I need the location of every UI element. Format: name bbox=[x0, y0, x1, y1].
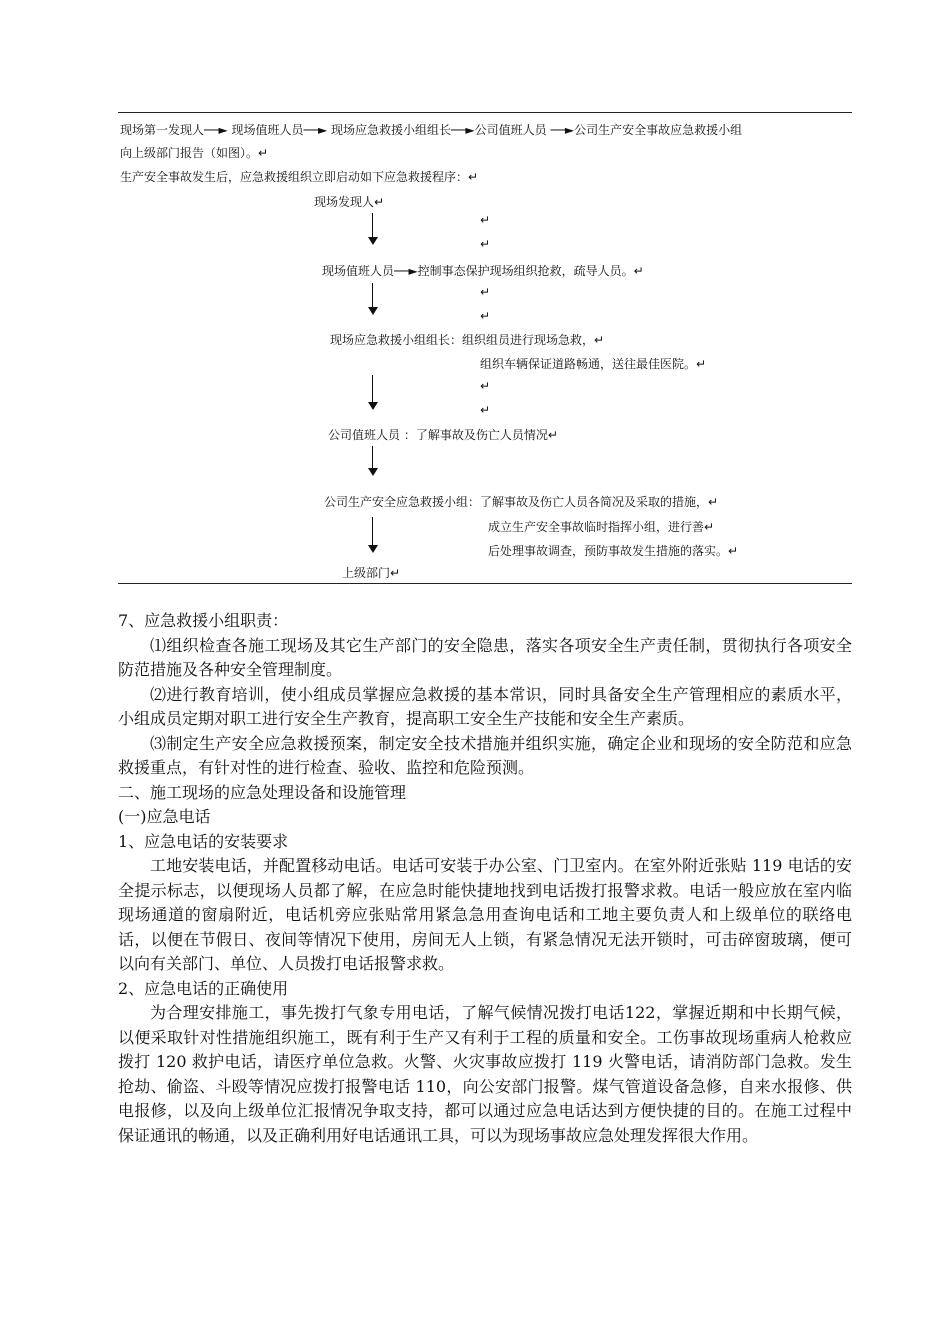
flow-arrow-line bbox=[372, 375, 373, 403]
flow-node-rescue-leader: 现场应急救援小组组长：组织组员进行现场急救，↵ bbox=[330, 333, 605, 347]
flow-arrow-head bbox=[368, 307, 378, 315]
flow-summary-line-2: 向上级部门报告（如图）。↵ bbox=[120, 146, 269, 160]
flow-arrow-line bbox=[372, 517, 373, 547]
flow-intro-line: 生产安全事故发生后，应急救援组织立即启动如下应急救援程序：↵ bbox=[120, 170, 479, 184]
flow-arrow-head bbox=[368, 402, 378, 410]
section-heading-7: 7、应急救援小组职责： bbox=[118, 611, 289, 630]
flow-arrow-head bbox=[368, 468, 378, 476]
duty-paragraph-1: ⑴组织检查各施工现场及其它生产部门的安全隐患，落实各项安全生产责任制，贯彻执行各项安全防范措施及各种安全管理制度。 bbox=[118, 635, 852, 679]
return-mark: ↵ bbox=[480, 237, 491, 251]
emergency-procedure-flowchart bbox=[118, 112, 852, 584]
flow-node-rescue-leader-detail: 组织车辆保证道路畅通，送往最佳医院。↵ bbox=[480, 357, 707, 371]
flow-arrow-head bbox=[368, 545, 378, 553]
return-mark: ↵ bbox=[480, 213, 491, 227]
flow-node-company-rescue-detail-2: 后处理事故调查，预防事故发生措施的落实。↵ bbox=[488, 544, 739, 558]
flow-node-duty-staff: 现场值班人员──►控制事态保护现场组织抢救，疏导人员。↵ bbox=[322, 264, 644, 278]
flow-node-superior-dept: 上级部门↵ bbox=[342, 566, 401, 580]
duty-paragraph-3: ⑶制定生产安全应急救援预案，制定安全技术措施并组织实施，确定企业和现场的安全防范和应急救援重点，有针对性的进行检查、验收、监控和危险预测。 bbox=[118, 733, 852, 777]
flow-node-company-rescue-team: 公司生产安全应急救援小组：了解事故及伤亡人员各简况及采取的措施，↵ bbox=[324, 495, 719, 509]
return-mark: ↵ bbox=[480, 285, 491, 299]
return-mark: ↵ bbox=[480, 379, 491, 393]
flow-summary-line: 现场第一发现人──► 现场值班人员──► 现场应急救援小组组长──►公司值班人员 ──►公司生产安全事故应急救援小组 bbox=[120, 123, 743, 137]
item-heading-2: 2、应急电话的正确使用 bbox=[118, 978, 289, 998]
document-body bbox=[118, 609, 852, 1148]
flow-arrow-line bbox=[372, 213, 373, 239]
subsection-heading: (一)应急电话 bbox=[118, 807, 211, 826]
section-heading-2: 二、施工现场的应急处理设备和设施管理 bbox=[118, 782, 407, 802]
return-mark: ↵ bbox=[480, 403, 491, 417]
return-mark: ↵ bbox=[480, 309, 491, 323]
phone-install-paragraph: 工地安装电话，并配置移动电话。电话可安装于办公室、门卫室内。在室外附近张贴 119 电话的安全提示标志，以便现场人员都了解，在应急时能快捷地找到电话拨打报警求救。电话一般应放在室内临现场通道的窗扇附近，电话机旁应张贴常用紧急急用查询电话和工地主要负责人和上级单位的联络电话，以便在节假日、夜间等情况下使用，房间无人上锁，有紧急情况无法开锁时，可击碎窗玻璃，便可以向有关部门、单位、人员拨打电话报警求救。 bbox=[118, 856, 852, 973]
phone-usage-paragraph: 为合理安排施工，事先拨打气象专用电话，了解气候情况拨打电话122，掌握近期和中长期气候，以便采取针对性措施组织施工，既有利于生产又有利于工程的质量和安全。工伤事故现场重病人枪救应拨打 120 救护电话，请医疗单位急救。火警、火灾事故应拨打 119 火警电话，请消防部门急救。发生抢劫、偷盗、斗殴等情况应拨打报警电话 110，向公安部门报警。煤气管道设备急修，自来水报修、供电报修，以及向上级单位汇报情况争取支持，都可以通过应急电话达到方便快捷的目的。在施工过程中保证通讯的畅通，以及正确利用好电话通讯工具，可以为现场事故应急处理发挥很大作用。 bbox=[118, 1003, 852, 1145]
flow-node-company-duty: 公司值班人员 ：了解事故及伤亡人员情况↵ bbox=[328, 428, 558, 442]
flow-node-company-rescue-detail-1: 成立生产安全事故临时指挥小组，进行善↵ bbox=[488, 520, 715, 534]
flow-arrow-head bbox=[368, 237, 378, 245]
flow-node-finder: 现场发现人↵ bbox=[314, 195, 385, 209]
item-heading-1: 1、应急电话的安装要求 bbox=[118, 831, 289, 851]
duty-paragraph-2: ⑵进行教育培训，使小组成员掌握应急救援的基本常识，同时具备安全生产管理相应的素质水平，小组成员定期对职工进行安全生产教育，提高职工安全生产技能和安全生产素质。 bbox=[118, 684, 852, 728]
flow-arrow-line bbox=[372, 446, 373, 470]
flow-arrow-line bbox=[372, 283, 373, 309]
